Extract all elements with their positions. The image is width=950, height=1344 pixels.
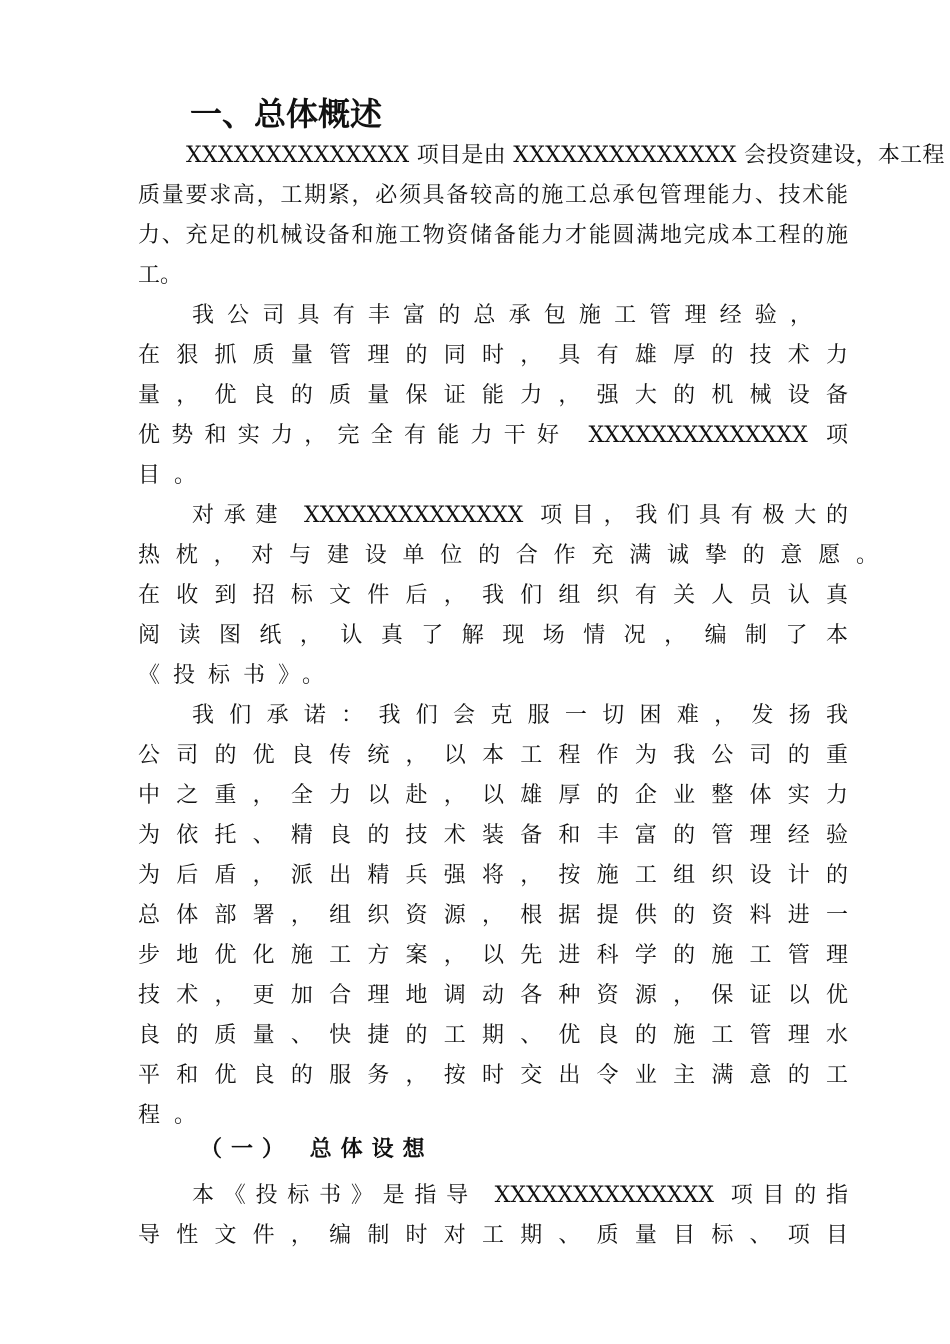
paragraph-line: 本《投标书》是指导 XXXXXXXXXXXXXX 项目的指: [192, 1183, 848, 1208]
paragraph-line: 为后盾，派出精兵强将，按施工组织设计的: [138, 863, 848, 888]
paragraph-line: 技术，更加合理地调动各种资源，保证以优: [138, 983, 848, 1008]
paragraph-line: 中之重，全力以赴，以雄厚的企业整体实力: [138, 783, 848, 808]
paragraph-line: 步地优化施工方案，以先进科学的施工管理: [138, 943, 848, 968]
paragraph-line: 热枕，对与建设单位的合作充满诚挚的意愿。: [138, 543, 878, 568]
paragraph-line: 阅读图纸，认真了解现场情况，编制了本: [138, 623, 848, 648]
paragraph-line: 力、充足的机械设备和施工物资储备能力才能圆满地完成本工程的施: [138, 223, 848, 248]
paragraph-line: 在狠抓质量管理的同时，具有雄厚的技术力: [138, 343, 848, 368]
paragraph-line: 优势和实力，完全有能力干好 XXXXXXXXXXXXXX 项: [138, 423, 848, 448]
paragraph-line: 在收到招标文件后，我们组织有关人员认真: [138, 583, 848, 608]
paragraph-line: XXXXXXXXXXXXXX 项目是由 XXXXXXXXXXXXXX 会投资建设，本工程: [186, 143, 945, 168]
paragraph-line: 公司的优良传统，以本工程作为我公司的重: [138, 743, 848, 768]
paragraph-line: 程。: [138, 1103, 211, 1128]
paragraph-line: 我公司具有丰富的总承包施工管理经验，: [192, 303, 812, 328]
paragraph-line: 目。: [138, 463, 211, 488]
paragraph-line: 平和优良的服务，按时交出令业主满意的工: [138, 1063, 848, 1088]
paragraph-line: 良的质量、快捷的工期、优良的施工管理水: [138, 1023, 848, 1048]
paragraph-line: 对承建 XXXXXXXXXXXXXX 项目，我们具有极大的: [192, 503, 848, 528]
paragraph-line: 工。: [138, 263, 183, 288]
paragraph-line: 我们承诺：我们会克服一切困难，发扬我: [192, 703, 848, 728]
section-heading: （一） 总体设想: [200, 1137, 434, 1162]
page-title: 一、总体概述: [190, 95, 383, 133]
paragraph-line: 总体部署，组织资源，根据提供的资料进一: [138, 903, 848, 928]
paragraph-line: 《投标书》。: [138, 663, 338, 688]
paragraph-line: 量，优良的质量保证能力，强大的机械设备: [138, 383, 848, 408]
paragraph-line: 为依托、精良的技术装备和丰富的管理经验: [138, 823, 848, 848]
paragraph-line: 导性文件，编制时对工期、质量目标、项目: [138, 1223, 848, 1248]
paragraph-line: 质量要求高，工期紧，必须具备较高的施工总承包管理能力、技术能: [138, 183, 848, 208]
